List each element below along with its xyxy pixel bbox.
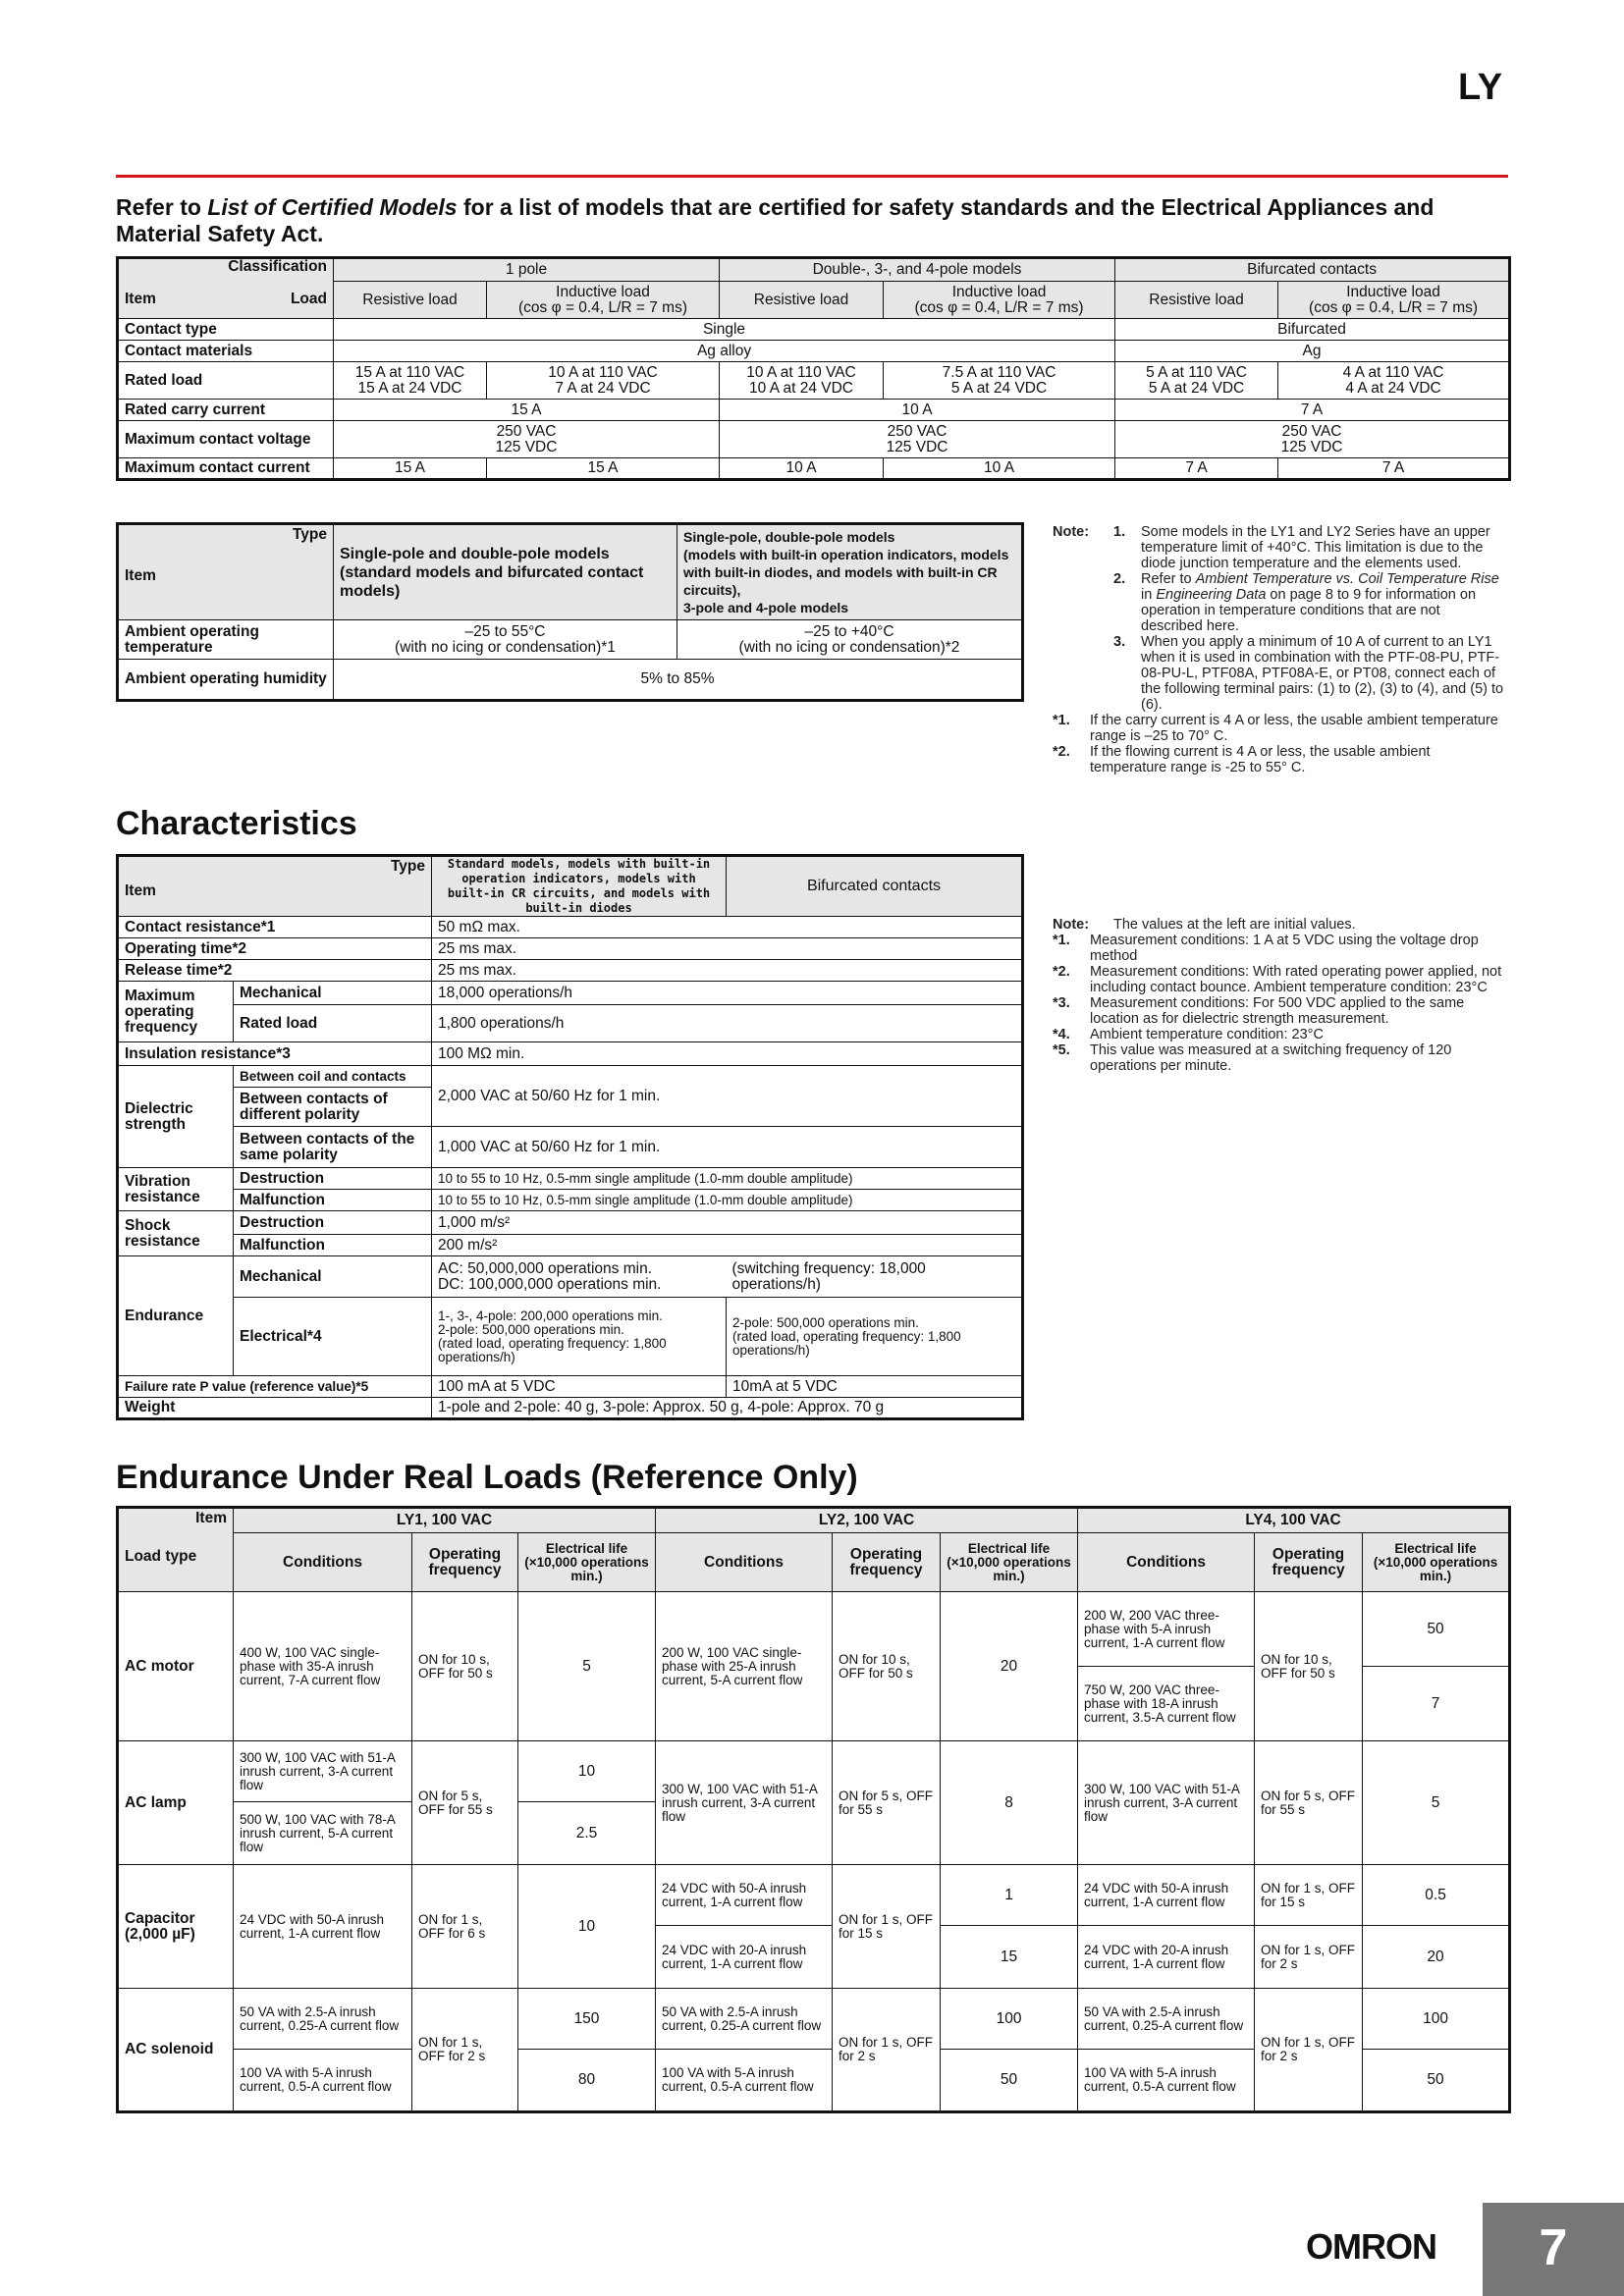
cell: 10mA at 5 VDC [727, 1376, 1023, 1398]
cell: 10 A [720, 458, 884, 480]
row-label: AC motor [118, 1592, 234, 1741]
row-label: Maximum contact current [118, 458, 334, 480]
cell: ON for 10 s, OFF for 50 s [412, 1592, 518, 1741]
cell: 50 [941, 2050, 1078, 2112]
contact-ratings-table [116, 256, 1511, 481]
cell: 5% to 85% [334, 660, 1023, 701]
cell: ON for 1 s, OFF for 2 s [1255, 1926, 1363, 1989]
cell: 15 A at 110 VAC 15 A at 24 VDC [334, 362, 487, 400]
row-label: Shock resistance [118, 1211, 234, 1256]
row-label: Ambient operating temperature [118, 620, 334, 660]
cell: ON for 5 s, OFF for 55 s [412, 1741, 518, 1865]
row-label: Rated carry current [118, 400, 334, 421]
cell: 5 [518, 1592, 656, 1741]
cell: 24 VDC with 50-A inrush current, 1-A current flow [234, 1865, 412, 1989]
sub-label: Mechanical [234, 1256, 432, 1298]
cell: 0.5 [1363, 1865, 1510, 1926]
notes-ambient: Note: 1. Some models in the LY1 and LY2 Series have an upper temperature limit of +40°C. This limitation is due to the diode junction temperature and the elements used. 2. Refer to Ambient Temperature vs. Coil Temperature Rise in Engineering Data on page 8 to 9 for information on operation in temperature conditions that are not described here. 3. When you apply a minimum of 10 A of current to an LY1 when it is used in combination with the PTF-08-PU, PTF-08-PU-L, PTF08A, PTF08A-E, or PT08, connect each of the following terminal pairs: (1) to (2), (3) to (4), and (5) to (6). *1. If the carry current is 4 A or less, the usable ambient temperature range is –25 to 70° C. *2. If the flowing current is 4 A or less, the usable ambient temperature range is -25 to 55° C. [1053, 524, 1504, 775]
cell: 200 W, 200 VAC three-phase with 5-A inrush current, 1-A current flow [1078, 1592, 1255, 1667]
endurance-table [116, 1506, 1511, 2113]
sub-label: Malfunction [234, 1235, 432, 1256]
sub-label: Rated load [234, 1005, 432, 1042]
cell: 100 [1363, 1989, 1510, 2050]
sub-label: Between contacts of the same polarity [234, 1127, 432, 1168]
header-rule [116, 175, 1508, 178]
cell: 200 m/s² [432, 1235, 1023, 1256]
type-item-header: Type Item [118, 856, 432, 917]
cell: AC: 50,000,000 operations min. DC: 100,000,000 operations min. [432, 1256, 727, 1298]
cell: 7 A [1115, 458, 1278, 480]
cell: ON for 10 s, OFF for 50 s [833, 1592, 941, 1741]
row-label: Capacitor (2,000 µF) [118, 1865, 234, 1989]
cell: 7 A [1115, 400, 1510, 421]
cell: 10 A [720, 400, 1115, 421]
row-label: Maximum contact voltage [118, 421, 334, 458]
cell: 200 W, 100 VAC single-phase with 25-A inrush current, 5-A current flow [656, 1592, 833, 1741]
cell: ON for 5 s, OFF for 55 s [1255, 1741, 1363, 1865]
cell: 100 VA with 5-A inrush current, 0.5-A current flow [234, 2050, 412, 2112]
column-header: Bifurcated contacts [727, 856, 1023, 917]
cell: 2.5 [518, 1802, 656, 1865]
row-label: Insulation resistance*3 [118, 1042, 432, 1066]
column-header: Single-pole, double-pole models (models with built-in operation indicators, models with built-in diodes, and models with built-in CR circuits), 3-pole and 4-pole models [677, 524, 1023, 620]
notes-characteristics: Note: The values at the left are initial values. *1. Measurement conditions: 1 A at 5 VDC using the voltage drop method *2. Measurement conditions: With rated operating power applied, not including contact bounce. Ambient temperature condition: 23°C *3. Measurement conditions: For 500 VDC applied to the same location as for dielectric strength measurement. *4. Ambient temperature condition: 23°C *5. This value was measured at a switching frequency of 120 operations per minute. [1053, 917, 1502, 1074]
cell: ON for 1 s, OFF for 15 s [1255, 1865, 1363, 1926]
cell: Ag [1115, 341, 1510, 362]
cell: –25 to +40°C (with no icing or condensation)*2 [677, 620, 1023, 660]
cell: 50 [1363, 2050, 1510, 2112]
life-header: Electrical life (×10,000 operations min.) [941, 1533, 1078, 1592]
frequency-header: Operating frequency [833, 1533, 941, 1592]
sub-label: Mechanical [234, 982, 432, 1005]
conditions-header: Conditions [656, 1533, 833, 1592]
cell: Bifurcated [1115, 319, 1510, 341]
life-header: Electrical life (×10,000 operations min.) [1363, 1533, 1510, 1592]
cell: 4 A at 110 VAC 4 A at 24 VDC [1278, 362, 1510, 400]
group-ly1: LY1, 100 VAC [234, 1508, 656, 1533]
row-label: Operating time*2 [118, 938, 432, 960]
frequency-header: Operating frequency [412, 1533, 518, 1592]
cell: 15 A [334, 458, 487, 480]
cell: 24 VDC with 50-A inrush current, 1-A current flow [656, 1865, 833, 1926]
cell: 1-, 3-, 4-pole: 200,000 operations min. 2-pole: 500,000 operations min. (rated load, operating frequency: 1,800 operations/h) [432, 1298, 727, 1376]
cell: 7 [1363, 1667, 1510, 1741]
cell: ON for 1 s, OFF for 2 s [1255, 1989, 1363, 2112]
cell: 100 VA with 5-A inrush current, 0.5-A current flow [656, 2050, 833, 2112]
cell: 5 [1363, 1741, 1510, 1865]
endurance-title: Endurance Under Real Loads (Reference Only) [116, 1459, 858, 1496]
cell: 50 mΩ max. [432, 917, 1023, 938]
row-label: Weight [118, 1398, 432, 1419]
sub-label: Electrical*4 [234, 1298, 432, 1376]
sub-label: Destruction [234, 1211, 432, 1235]
characteristics-title: Characteristics [116, 805, 357, 842]
cell: 8 [941, 1741, 1078, 1865]
cell: 300 W, 100 VAC with 51-A inrush current, 3-A current flow [234, 1741, 412, 1802]
cell: 7.5 A at 110 VAC 5 A at 24 VDC [884, 362, 1115, 400]
row-label: Maximum operating frequency [118, 982, 234, 1042]
cell: 10 A [884, 458, 1115, 480]
inductive-load-header: Inductive load (cos φ = 0.4, L/R = 7 ms) [487, 282, 720, 319]
group-ly2: LY2, 100 VAC [656, 1508, 1078, 1533]
sub-label: Malfunction [234, 1190, 432, 1211]
cell: 24 VDC with 20-A inrush current, 1-A current flow [1078, 1926, 1255, 1989]
characteristics-table [116, 854, 1024, 1420]
group-multi-pole: Double-, 3-, and 4-pole models [720, 258, 1115, 282]
cell: 150 [518, 1989, 656, 2050]
cell: 15 A [487, 458, 720, 480]
cell: 18,000 operations/h [432, 982, 1023, 1005]
item-load-header: Classification Item Load [118, 258, 334, 319]
page-number: 7 [1483, 2203, 1624, 2296]
cell: 100 mA at 5 VDC [432, 1376, 727, 1398]
cell: 250 VAC 125 VDC [334, 421, 720, 458]
cell: 50 [1363, 1592, 1510, 1667]
row-label: AC lamp [118, 1741, 234, 1865]
cell: 5 A at 110 VAC 5 A at 24 VDC [1115, 362, 1278, 400]
cell: ON for 1 s, OFF for 15 s [833, 1865, 941, 1989]
frequency-header: Operating frequency [1255, 1533, 1363, 1592]
inductive-load-header: Inductive load (cos φ = 0.4, L/R = 7 ms) [884, 282, 1115, 319]
inductive-load-header: Inductive load (cos φ = 0.4, L/R = 7 ms) [1278, 282, 1510, 319]
row-label: Contact resistance*1 [118, 917, 432, 938]
group-bifurcated: Bifurcated contacts [1115, 258, 1510, 282]
intro-text: Refer to List of Certified Models for a list of models that are certified for safety standards and the Electrical Appliances and Material Safety Act. [116, 194, 1435, 246]
row-label: Failure rate P value (reference value)*5 [118, 1376, 432, 1398]
cell: 10 [518, 1741, 656, 1802]
cell: 10 to 55 to 10 Hz, 0.5-mm single amplitude (1.0-mm double amplitude) [432, 1190, 1023, 1211]
cell: 24 VDC with 20-A inrush current, 1-A current flow [656, 1926, 833, 1989]
ambient-conditions-table [116, 522, 1024, 702]
life-header: Electrical life (×10,000 operations min.) [518, 1533, 656, 1592]
cell: (switching frequency: 18,000 operations/h) [727, 1256, 1023, 1298]
cell: 750 W, 200 VAC three-phase with 18-A inrush current, 3.5-A current flow [1078, 1667, 1255, 1741]
cell: ON for 10 s, OFF for 50 s [1255, 1592, 1363, 1741]
cell: 100 MΩ min. [432, 1042, 1023, 1066]
resistive-load-header: Resistive load [334, 282, 487, 319]
cell: 250 VAC 125 VDC [720, 421, 1115, 458]
type-item-header: Type Item [118, 524, 334, 620]
group-1-pole: 1 pole [334, 258, 720, 282]
cell: 2,000 VAC at 50/60 Hz for 1 min. [432, 1066, 1023, 1127]
conditions-header: Conditions [1078, 1533, 1255, 1592]
sub-label: Between contacts of different polarity [234, 1088, 432, 1127]
cell: 10 A at 110 VAC 7 A at 24 VDC [487, 362, 720, 400]
cell: 20 [941, 1592, 1078, 1741]
sub-label: Destruction [234, 1168, 432, 1190]
cell: 50 VA with 2.5-A inrush current, 0.25-A current flow [234, 1989, 412, 2050]
cell: 300 W, 100 VAC with 51-A inrush current, 3-A current flow [656, 1741, 833, 1865]
cell: Ag alloy [334, 341, 1115, 362]
cell: 400 W, 100 VAC single-phase with 35-A inrush current, 7-A current flow [234, 1592, 412, 1741]
row-label: Ambient operating humidity [118, 660, 334, 701]
cell: 500 W, 100 VAC with 78-A inrush current, 5-A current flow [234, 1802, 412, 1865]
row-label: AC solenoid [118, 1989, 234, 2112]
cell: ON for 1 s, OFF for 2 s [412, 1989, 518, 2112]
row-label: Contact type [118, 319, 334, 341]
cell: 10 to 55 to 10 Hz, 0.5-mm single amplitude (1.0-mm double amplitude) [432, 1168, 1023, 1190]
cell: Single [334, 319, 1115, 341]
column-header: Standard models, models with built-in operation indicators, models with built-in CR circuits, and models with built-in diodes [432, 856, 727, 917]
cell: 100 VA with 5-A inrush current, 0.5-A current flow [1078, 2050, 1255, 2112]
series-title: LY [1458, 67, 1503, 108]
cell: 2-pole: 500,000 operations min. (rated load, operating frequency: 1,800 operations/h) [727, 1298, 1023, 1376]
cell: 10 A at 110 VAC 10 A at 24 VDC [720, 362, 884, 400]
item-load-type-header: Item Load type [118, 1508, 234, 1592]
cell: 15 A [334, 400, 720, 421]
cell: 10 [518, 1865, 656, 1989]
column-header: Single-pole and double-pole models (standard models and bifurcated contact models) [334, 524, 677, 620]
cell: ON for 5 s, OFF for 55 s [833, 1741, 941, 1865]
group-ly4: LY4, 100 VAC [1078, 1508, 1510, 1533]
sub-label: Between coil and contacts [234, 1066, 432, 1088]
row-label: Rated load [118, 362, 334, 400]
cell: 1,000 VAC at 50/60 Hz for 1 min. [432, 1127, 1023, 1168]
cell: 100 [941, 1989, 1078, 2050]
resistive-load-header: Resistive load [1115, 282, 1278, 319]
cell: 1 [941, 1865, 1078, 1926]
cell: 1,800 operations/h [432, 1005, 1023, 1042]
cell: 50 VA with 2.5-A inrush current, 0.25-A current flow [1078, 1989, 1255, 2050]
cell: 15 [941, 1926, 1078, 1989]
cell: 25 ms max. [432, 938, 1023, 960]
certified-models-link: List of Certified Models [207, 194, 458, 220]
row-label: Dielectric strength [118, 1066, 234, 1168]
cell: ON for 1 s, OFF for 6 s [412, 1865, 518, 1989]
cell: –25 to 55°C (with no icing or condensation)*1 [334, 620, 677, 660]
cell: 1,000 m/s² [432, 1211, 1023, 1235]
resistive-load-header: Resistive load [720, 282, 884, 319]
row-label: Vibration resistance [118, 1168, 234, 1211]
cell: 250 VAC 125 VDC [1115, 421, 1510, 458]
cell: 24 VDC with 50-A inrush current, 1-A current flow [1078, 1865, 1255, 1926]
conditions-header: Conditions [234, 1533, 412, 1592]
cell: 25 ms max. [432, 960, 1023, 982]
cell: 1-pole and 2-pole: 40 g, 3-pole: Approx. 50 g, 4-pole: Approx. 70 g [432, 1398, 1023, 1419]
row-label: Release time*2 [118, 960, 432, 982]
cell: 20 [1363, 1926, 1510, 1989]
cell: ON for 1 s, OFF for 2 s [833, 1989, 941, 2112]
cell: 300 W, 100 VAC with 51-A inrush current, 3-A current flow [1078, 1741, 1255, 1865]
row-label: Endurance [118, 1256, 234, 1376]
row-label: Contact materials [118, 341, 334, 362]
cell: 80 [518, 2050, 656, 2112]
cell: 7 A [1278, 458, 1510, 480]
cell: 50 VA with 2.5-A inrush current, 0.25-A current flow [656, 1989, 833, 2050]
omron-logo: OMRON [1306, 2226, 1436, 2267]
